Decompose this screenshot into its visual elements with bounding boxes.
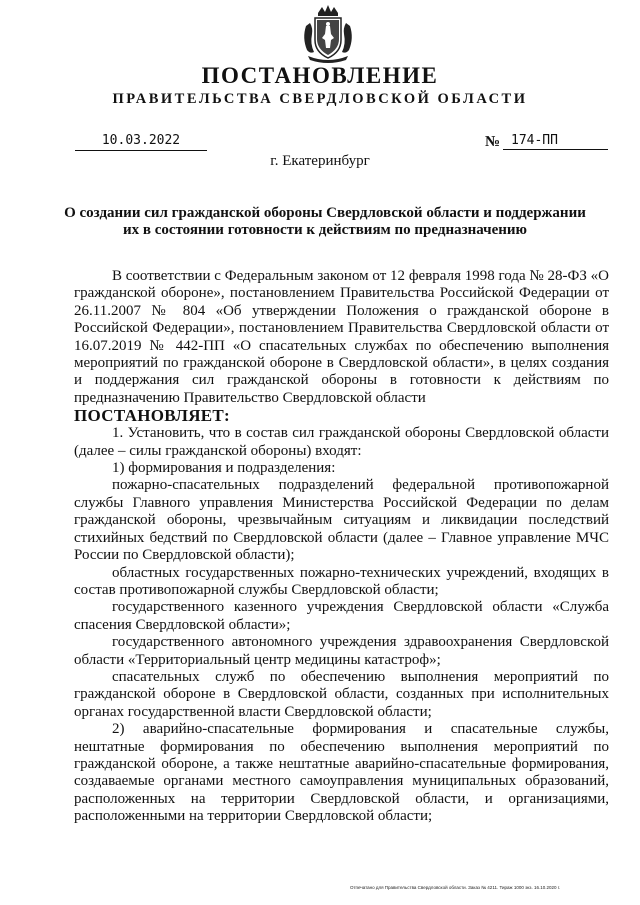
number-sign: № (485, 134, 501, 150)
clause-1-1-item: государственного автономного учреждения здравоохранения Свердловской области «Территориальный центр медицины катастроф»; (74, 634, 609, 668)
document-number: 174-ПП (503, 133, 608, 150)
clause-1-1-item: пожарно-спасательных подразделений федеральной противопожарной службы Главного управления Министерства Российской Федерации по делам гражданской обороны, чрезвычайным ситуациям и ликвидации последствий стихийных бедствий по Свердловской области (далее – Главное управление МЧС России по Свердловской области); (74, 477, 609, 564)
document-body (74, 268, 609, 826)
preamble-paragraph: В соответствии с Федеральным законом от 12 февраля 1998 года № 28-ФЗ «О гражданской обороне», постановлением Правительства Российской Федерации от 26.11.2007 № 804 «Об утверждении Положения о гражданской обороне в Российской Федерации», постановлением Правительства Свердловской области от 16.07.2019 № 442-ПП «О спасательных службах по обеспечению выполнения мероприятий по гражданской обороне в Свердловской области», в целях создания и поддержания сил гражданской обороны в готовности к действиям по предназначению Правительство Свердловской области (74, 268, 609, 406)
clause-1-1-item: областных государственных пожарно-технических учреждений, входящих в состав противопожарной службы Свердловской области; (74, 564, 609, 598)
printer-note: Отпечатано для Правительства Свердловской области. Заказ № 4211. Тираж 1000 экз. 16.10.2020 г. (350, 885, 561, 890)
document-date: 10.03.2022 (75, 133, 207, 151)
clause-1: 1. Установить, что в состав сил гражданской обороны Свердловской области (далее – силы гражданской обороны) входят: (74, 425, 609, 459)
document-subtitle: ПРАВИТЕЛЬСТВА СВЕРДЛОВСКОЙ ОБЛАСТИ (112, 91, 528, 107)
document-city: г. Екатеринбург (270, 153, 370, 169)
document-heading: О создании сил гражданской обороны Свердловской области и поддержании их в состоянии готовности к действиям по предназначению (64, 205, 586, 238)
clause-1-1-item: спасательных служб по обеспечению выполнения мероприятий по гражданской обороне в Свердловской области, созданных при исполнительных органах государственной власти Свердловской области; (74, 668, 609, 720)
decree-keyword: ПОСТАНОВЛЯЕТ: (74, 406, 231, 426)
clause-1-1-item: государственного казенного учреждения Свердловской области «Служба спасения Свердловской области»; (74, 599, 609, 633)
coat-of-arms-icon (300, 4, 356, 66)
clause-1-2: 2) аварийно-спасательные формирования и спасательные службы, нештатные формирования по обеспечению выполнения мероприятий по гражданской обороне, а также нештатные аварийно-спасательные формирования, создаваемые органами местного самоуправления муниципальных образований, расположенных на территории Свердловской области, и организациями, расположенными на территории Свердловской области; (74, 721, 609, 825)
document-title: ПОСТАНОВЛЕНИЕ (201, 63, 439, 88)
clause-1-1: 1) формирования и подразделения: (112, 460, 336, 477)
